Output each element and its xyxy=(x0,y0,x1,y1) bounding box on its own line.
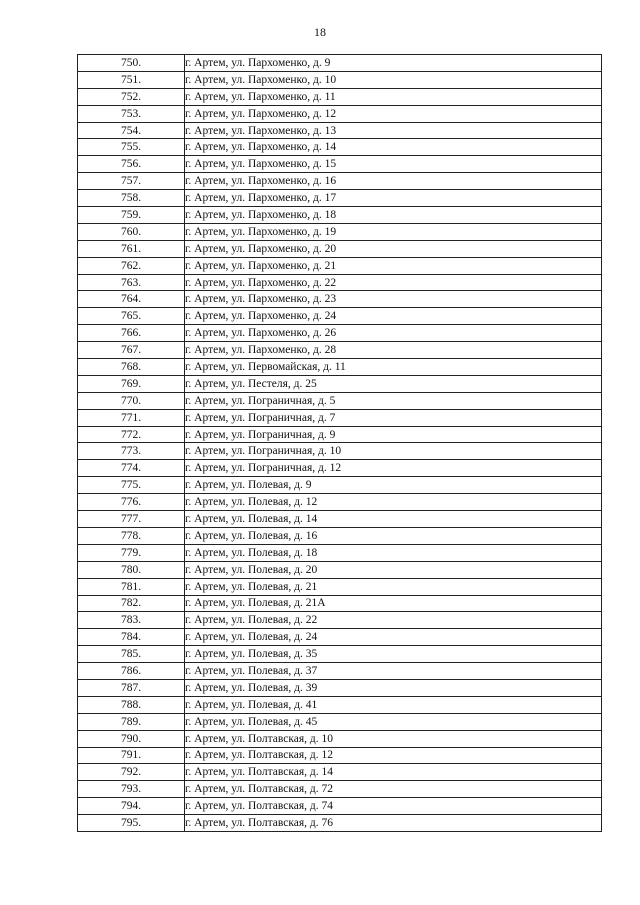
row-number: 754. xyxy=(78,122,185,139)
table-row xyxy=(78,139,602,156)
row-number: 781. xyxy=(78,578,185,595)
row-number: 751. xyxy=(78,71,185,88)
table-row xyxy=(78,156,602,173)
address-cell: г. Артем, ул. Пархоменко, д. 21 xyxy=(185,257,602,274)
table-row xyxy=(78,798,602,815)
table-row xyxy=(78,291,602,308)
row-number: 756. xyxy=(78,156,185,173)
row-number: 776. xyxy=(78,494,185,511)
row-number: 765. xyxy=(78,308,185,325)
page-number: 18 xyxy=(314,25,326,39)
table-row xyxy=(78,561,602,578)
table-row xyxy=(78,460,602,477)
row-number: 779. xyxy=(78,544,185,561)
table-row xyxy=(78,325,602,342)
table-row xyxy=(78,629,602,646)
address-cell: г. Артем, ул. Полевая, д. 45 xyxy=(185,713,602,730)
row-number: 770. xyxy=(78,392,185,409)
row-number: 793. xyxy=(78,781,185,798)
row-number: 792. xyxy=(78,764,185,781)
address-cell: г. Артем, ул. Пархоменко, д. 11 xyxy=(185,88,602,105)
table-row xyxy=(78,359,602,376)
row-number: 757. xyxy=(78,173,185,190)
row-number: 750. xyxy=(78,55,185,72)
address-table-body xyxy=(78,55,602,832)
address-cell: г. Артем, ул. Полевая, д. 20 xyxy=(185,561,602,578)
table-row xyxy=(78,612,602,629)
row-number: 760. xyxy=(78,223,185,240)
address-cell: г. Артем, ул. Пархоменко, д. 16 xyxy=(185,173,602,190)
address-cell: г. Артем, ул. Полтавская, д. 74 xyxy=(185,798,602,815)
row-number: 772. xyxy=(78,426,185,443)
row-number: 752. xyxy=(78,88,185,105)
table-row xyxy=(78,392,602,409)
row-number: 753. xyxy=(78,105,185,122)
table-row xyxy=(78,71,602,88)
address-cell: г. Артем, ул. Пархоменко, д. 12 xyxy=(185,105,602,122)
table-row xyxy=(78,257,602,274)
table-row xyxy=(78,646,602,663)
row-number: 782. xyxy=(78,595,185,612)
address-cell: г. Артем, ул. Пархоменко, д. 24 xyxy=(185,308,602,325)
address-cell: г. Артем, ул. Полевая, д. 18 xyxy=(185,544,602,561)
address-cell: г. Артем, ул. Полевая, д. 41 xyxy=(185,696,602,713)
table-row xyxy=(78,663,602,680)
table-row xyxy=(78,494,602,511)
table-row xyxy=(78,747,602,764)
table-row xyxy=(78,342,602,359)
row-number: 785. xyxy=(78,646,185,663)
address-cell: г. Артем, ул. Полевая, д. 16 xyxy=(185,527,602,544)
row-number: 780. xyxy=(78,561,185,578)
row-number: 789. xyxy=(78,713,185,730)
address-cell: г. Артем, ул. Полевая, д. 22 xyxy=(185,612,602,629)
row-number: 761. xyxy=(78,240,185,257)
address-cell: г. Артем, ул. Полевая, д. 12 xyxy=(185,494,602,511)
address-cell: г. Артем, ул. Пограничная, д. 7 xyxy=(185,409,602,426)
address-cell: г. Артем, ул. Пархоменко, д. 14 xyxy=(185,139,602,156)
address-cell: г. Артем, ул. Пархоменко, д. 26 xyxy=(185,325,602,342)
address-cell: г. Артем, ул. Полевая, д. 21А xyxy=(185,595,602,612)
table-row xyxy=(78,308,602,325)
row-number: 769. xyxy=(78,375,185,392)
row-number: 755. xyxy=(78,139,185,156)
row-number: 787. xyxy=(78,679,185,696)
address-cell: г. Артем, ул. Пархоменко, д. 18 xyxy=(185,207,602,224)
row-number: 758. xyxy=(78,190,185,207)
address-cell: г. Артем, ул. Пархоменко, д. 20 xyxy=(185,240,602,257)
address-cell: г. Артем, ул. Полевая, д. 35 xyxy=(185,646,602,663)
address-table xyxy=(77,54,602,832)
row-number: 795. xyxy=(78,815,185,832)
row-number: 764. xyxy=(78,291,185,308)
table-row xyxy=(78,679,602,696)
row-number: 794. xyxy=(78,798,185,815)
row-number: 767. xyxy=(78,342,185,359)
table-row xyxy=(78,173,602,190)
address-cell: г. Артем, ул. Пархоменко, д. 19 xyxy=(185,223,602,240)
table-row xyxy=(78,240,602,257)
row-number: 759. xyxy=(78,207,185,224)
row-number: 783. xyxy=(78,612,185,629)
address-cell: г. Артем, ул. Полевая, д. 21 xyxy=(185,578,602,595)
address-cell: г. Артем, ул. Полтавская, д. 12 xyxy=(185,747,602,764)
row-number: 784. xyxy=(78,629,185,646)
address-cell: г. Артем, ул. Пархоменко, д. 22 xyxy=(185,274,602,291)
table-row xyxy=(78,190,602,207)
table-row xyxy=(78,781,602,798)
address-cell: г. Артем, ул. Пестеля, д. 25 xyxy=(185,375,602,392)
address-cell: г. Артем, ул. Пархоменко, д. 13 xyxy=(185,122,602,139)
address-cell: г. Артем, ул. Пархоменко, д. 15 xyxy=(185,156,602,173)
row-number: 762. xyxy=(78,257,185,274)
row-number: 771. xyxy=(78,409,185,426)
table-row xyxy=(78,88,602,105)
table-row xyxy=(78,375,602,392)
table-row xyxy=(78,511,602,528)
table-row xyxy=(78,426,602,443)
table-row xyxy=(78,544,602,561)
row-number: 773. xyxy=(78,443,185,460)
row-number: 768. xyxy=(78,359,185,376)
table-row xyxy=(78,55,602,72)
table-row xyxy=(78,122,602,139)
address-cell: г. Артем, ул. Пограничная, д. 5 xyxy=(185,392,602,409)
address-cell: г. Артем, ул. Полевая, д. 9 xyxy=(185,477,602,494)
table-row xyxy=(78,730,602,747)
row-number: 790. xyxy=(78,730,185,747)
row-number: 777. xyxy=(78,511,185,528)
table-row xyxy=(78,764,602,781)
row-number: 788. xyxy=(78,696,185,713)
address-cell: г. Артем, ул. Пархоменко, д. 28 xyxy=(185,342,602,359)
row-number: 786. xyxy=(78,663,185,680)
address-cell: г. Артем, ул. Полтавская, д. 14 xyxy=(185,764,602,781)
address-cell: г. Артем, ул. Пархоменко, д. 10 xyxy=(185,71,602,88)
address-cell: г. Артем, ул. Пограничная, д. 10 xyxy=(185,443,602,460)
table-row xyxy=(78,527,602,544)
table-row xyxy=(78,409,602,426)
table-row xyxy=(78,713,602,730)
row-number: 774. xyxy=(78,460,185,477)
address-cell: г. Артем, ул. Полтавская, д. 72 xyxy=(185,781,602,798)
table-row xyxy=(78,815,602,832)
address-cell: г. Артем, ул. Полевая, д. 24 xyxy=(185,629,602,646)
table-row xyxy=(78,477,602,494)
address-cell: г. Артем, ул. Пархоменко, д. 9 xyxy=(185,55,602,72)
address-cell: г. Артем, ул. Полтавская, д. 76 xyxy=(185,815,602,832)
address-cell: г. Артем, ул. Пархоменко, д. 23 xyxy=(185,291,602,308)
address-cell: г. Артем, ул. Пограничная, д. 12 xyxy=(185,460,602,477)
table-row xyxy=(78,578,602,595)
row-number: 778. xyxy=(78,527,185,544)
row-number: 763. xyxy=(78,274,185,291)
table-row xyxy=(78,595,602,612)
address-cell: г. Артем, ул. Полевая, д. 39 xyxy=(185,679,602,696)
table-row xyxy=(78,207,602,224)
table-row xyxy=(78,105,602,122)
address-cell: г. Артем, ул. Полтавская, д. 10 xyxy=(185,730,602,747)
address-cell: г. Артем, ул. Первомайская, д. 11 xyxy=(185,359,602,376)
table-row xyxy=(78,223,602,240)
row-number: 791. xyxy=(78,747,185,764)
table-row xyxy=(78,274,602,291)
table-row xyxy=(78,696,602,713)
table-row xyxy=(78,443,602,460)
row-number: 775. xyxy=(78,477,185,494)
address-cell: г. Артем, ул. Пограничная, д. 9 xyxy=(185,426,602,443)
row-number: 766. xyxy=(78,325,185,342)
address-cell: г. Артем, ул. Пархоменко, д. 17 xyxy=(185,190,602,207)
address-cell: г. Артем, ул. Полевая, д. 14 xyxy=(185,511,602,528)
address-cell: г. Артем, ул. Полевая, д. 37 xyxy=(185,663,602,680)
